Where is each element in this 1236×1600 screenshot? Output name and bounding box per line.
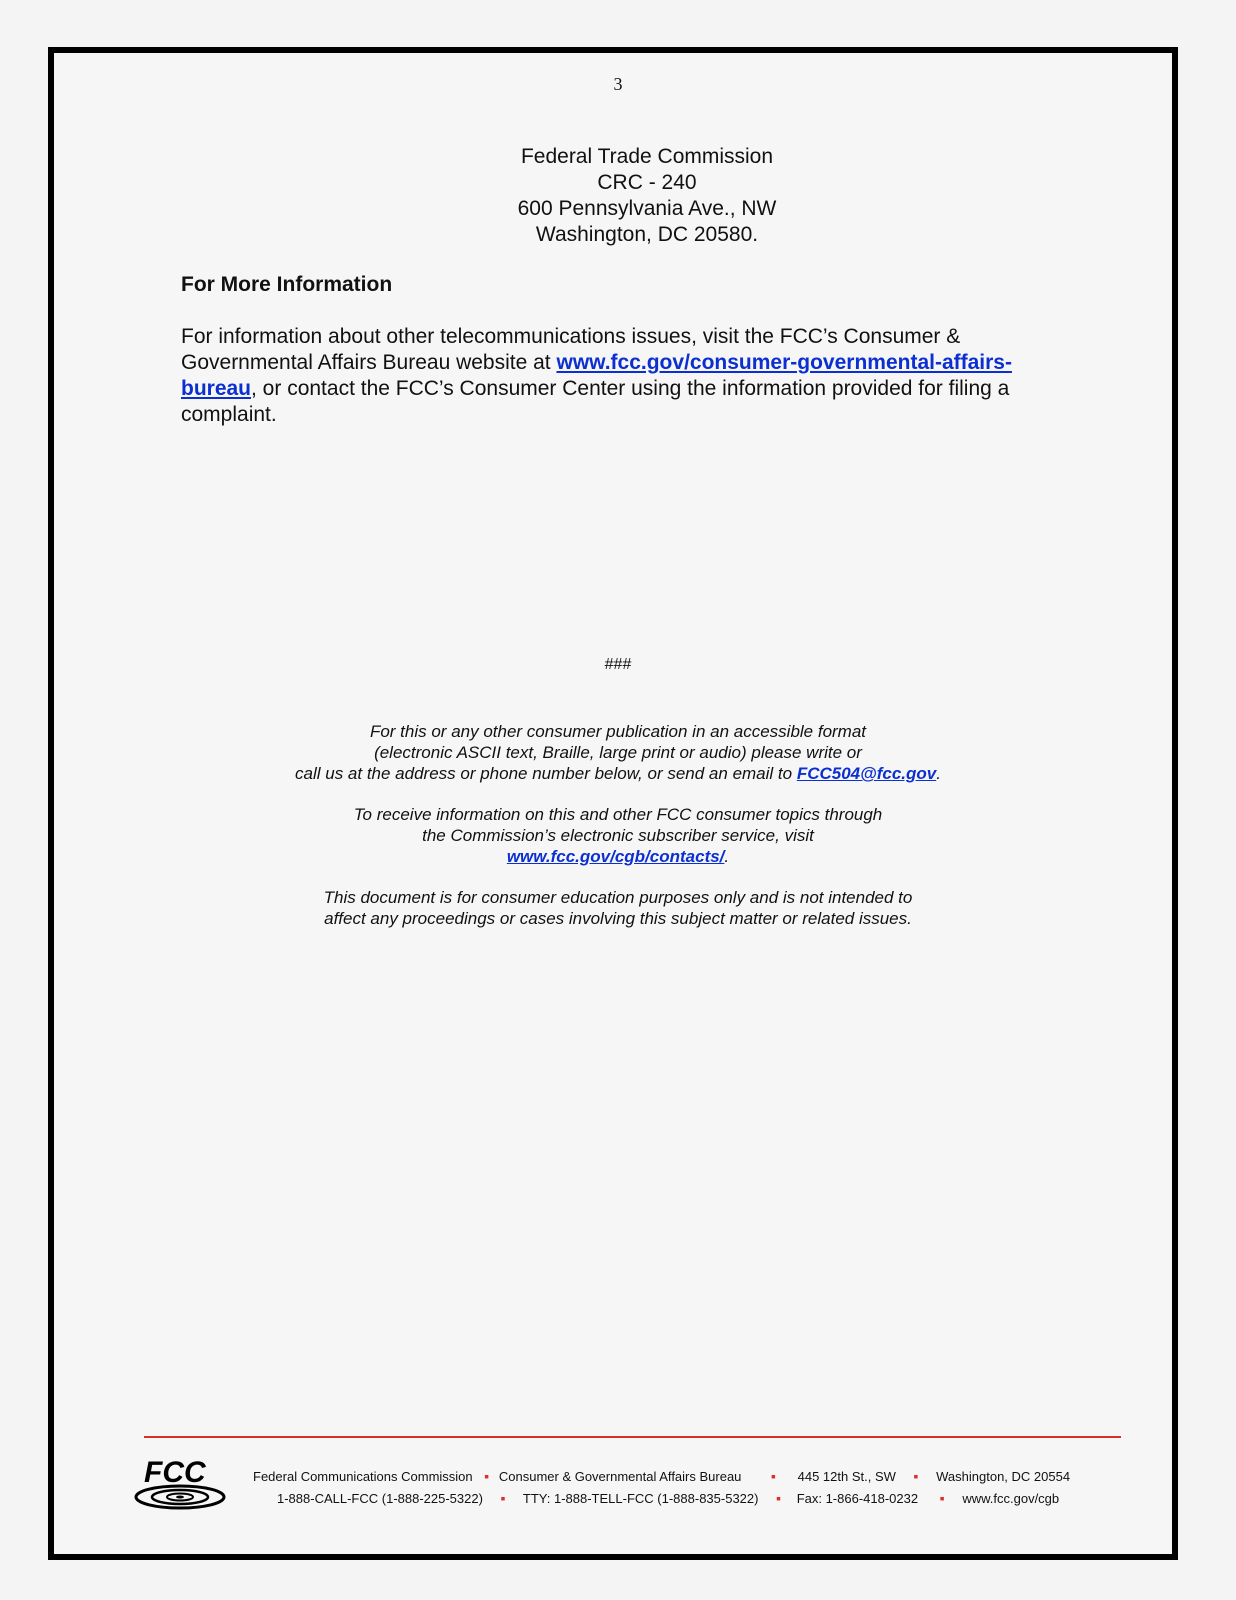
page-number: 3	[613, 74, 623, 94]
footer-city: Washington, DC 20554	[936, 1469, 1071, 1484]
footer-separator: ▪	[500, 1490, 506, 1506]
note-text: call us at the address or phone number below, or send an email to	[295, 764, 797, 783]
fcc-logo-icon	[134, 1455, 230, 1511]
note-line	[240, 763, 996, 784]
contacts-link[interactable]: www.fcc.gov/cgb/contacts/	[506, 847, 725, 866]
address-line: 600 Pennsylvania Ave., NW	[517, 197, 777, 220]
footer-divider	[144, 1436, 1121, 1438]
address-line: Federal Trade Commission	[520, 145, 774, 168]
footer-phone: 1-888-CALL-FCC (1-888-225-5322)	[277, 1491, 483, 1506]
footer-street: 445 12th St., SW	[797, 1469, 896, 1484]
footer-separator: ▪	[939, 1490, 945, 1506]
footer-separator: ▪	[484, 1468, 490, 1484]
footer-row-1	[253, 1468, 1070, 1484]
more-info-paragraph	[181, 324, 1061, 428]
footer-tty: TTY: 1-888-TELL-FCC (1-888-835-5322)	[522, 1491, 759, 1506]
note-line: For this or any other consumer publication in an accessible format	[369, 722, 867, 741]
ftc-address-block	[400, 144, 894, 248]
footer-separator: ▪	[771, 1468, 776, 1484]
note-line: This document is for consumer education purposes only and is not intended to	[323, 888, 913, 907]
footer-separator: ▪	[776, 1490, 782, 1506]
note-line: the Commission’s electronic subscriber service, visit	[422, 826, 814, 845]
paragraph-text: , or contact the FCC’s Consumer Center using the information provided for filing a complaint.	[181, 377, 1010, 426]
note-line: affect any proceedings or cases involving this subject matter or related issues.	[324, 909, 912, 928]
note-line: To receive information on this and other FCC consumer topics through	[353, 805, 883, 824]
note-text: .	[724, 847, 730, 866]
note-line	[240, 846, 996, 867]
note-line: (electronic ASCII text, Braille, large print or audio) please write or	[374, 743, 862, 762]
paragraph-text: For information about other telecommunications issues, visit the FCC’s Consumer & Governmental Affairs Bureau website at	[181, 325, 961, 374]
section-heading: For More Information	[181, 273, 393, 296]
end-marks: ###	[604, 656, 632, 673]
footer-org: Federal Communications Commission	[253, 1469, 473, 1484]
footer-row-2	[277, 1490, 1059, 1506]
note-text: .	[936, 764, 941, 783]
footer-website: www.fcc.gov/cgb	[962, 1491, 1060, 1506]
logo-text: FCC	[144, 1456, 206, 1489]
footer-separator: ▪	[913, 1468, 919, 1484]
address-line: CRC - 240	[597, 171, 697, 194]
footer-fax: Fax: 1-866-418-0232	[796, 1491, 919, 1506]
email-link[interactable]: FCC504@fcc.gov	[796, 764, 937, 783]
footer-bureau: Consumer & Governmental Affairs Bureau	[498, 1469, 742, 1484]
cgb-website-link[interactable]: www.fcc.gov/consumer-governmental-affairs-bureau	[181, 351, 1012, 400]
publication-notes	[240, 701, 996, 949]
address-line: Washington, DC 20580.	[535, 223, 759, 246]
